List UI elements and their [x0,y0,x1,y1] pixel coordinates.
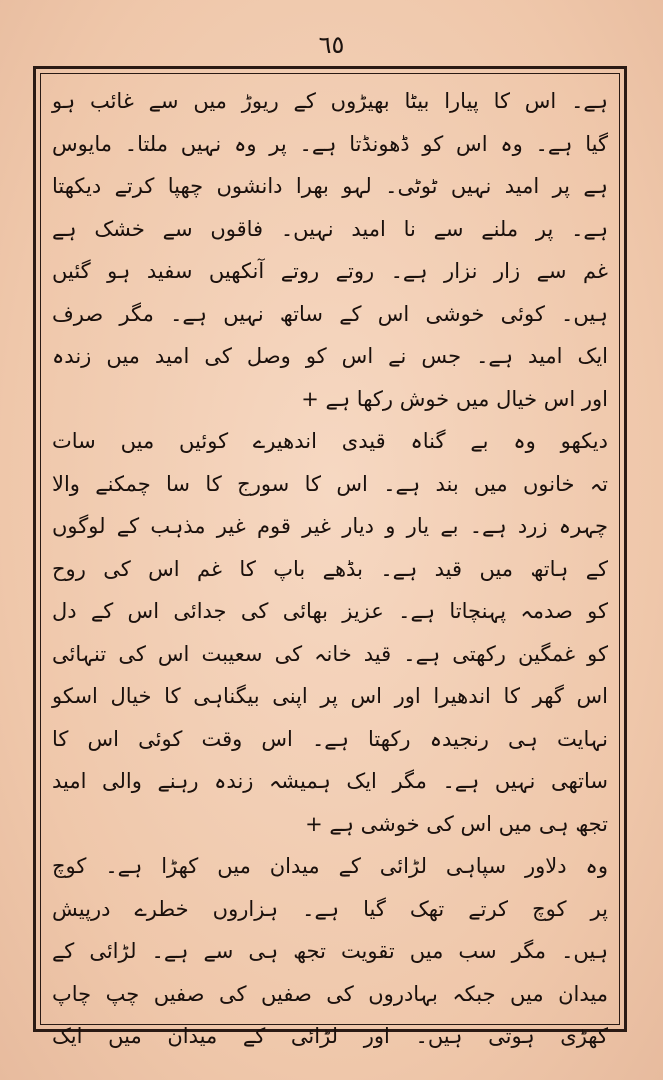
text-line: غم سے زار نزار ہے۔ روتے روتے آنکھیں سفید ہو گئیں [52,259,608,283]
text-line-paragraph-end: تجھ ہی میں اس کی خوشی ہے + [305,811,608,836]
urdu-text-body [46,80,614,1048]
text-line: میدان میں جبکہ بہادروں کی صفیں کی صفیں چپ چاپ [52,981,608,1006]
text-line: ہیں۔ مگر سب میں تقویت تجھ ہی سے ہے۔ لڑائی کے [52,939,608,963]
text-line: پر کوچ کرتے تھک گیا ہے۔ ہزاروں خطرے درپیش [52,896,608,921]
text-line: ہے پر امید نہیں ٹوٹی۔ لہو بھرا دانشوں چھپا کرتے دیکھتا [52,174,608,198]
text-line: گیا ہے۔ وہ اس کو ڈھونڈتا ہے۔ پر وہ نہیں ملتا۔ مایوس [52,131,608,156]
text-line: ایک امید ہے۔ جس نے اس کو وصل کی امید میں زندہ [52,344,608,368]
text-line-paragraph-end: اور اس خیال میں خوش رکھا ہے + [301,386,608,411]
text-line: ہے۔ اس کا پیارا بیٹا بھیڑوں کے ریوڑ میں سے غائب ہو [52,89,608,113]
text-line: ہے۔ پر ملنے سے نا امید نہیں۔ فاقوں سے خشک ہے [52,216,608,241]
text-line: نہایت ہی رنجیدہ رکھتا ہے۔ اس وقت کوئی اس کا [52,726,608,751]
text-line: ہیں۔ کوئی خوشی اس کے ساتھ نہیں ہے۔ مگر صرف [52,301,608,326]
text-line: کھڑی ہوتی ہیں۔ اور لڑائی کے میدان میں ایک [52,1024,608,1048]
text-line: اس گھر کا اندھیرا اور اس پر اپنی بیگناہی کا خیال اسکو [52,684,608,708]
text-line: چہرہ زرد ہے۔ بے یار و دیار غیر قوم غیر مذہب کے لوگوں [52,514,608,538]
text-line: کو صدمہ پہنچاتا ہے۔ عزیز بھائی کی جدائی اس کے دل [52,599,608,623]
text-line: ساتھی نہیں ہے۔ مگر ایک ہمیشہ زندہ رہنے والی امید [52,769,608,793]
page-number: ٦٥ [318,31,345,59]
text-line: تہ خانوں میں بند ہے۔ اس کا سورج کا سا چمکنے والا [52,471,608,496]
text-line: دیکھو وہ بے گناہ قیدی اندھیرے کوئیں میں سات [52,429,608,453]
text-line: کے ہاتھ میں قید ہے۔ بڈھے باپ کا غم اس کی روح [52,556,608,581]
text-line: کو غمگین رکھتی ہے۔ قید خانہ کی سعیبت اس کی تنہائی [52,641,608,666]
text-line: وہ دلاور سپاہی لڑائی کے میدان میں کھڑا ہے۔ کوچ [52,854,608,878]
